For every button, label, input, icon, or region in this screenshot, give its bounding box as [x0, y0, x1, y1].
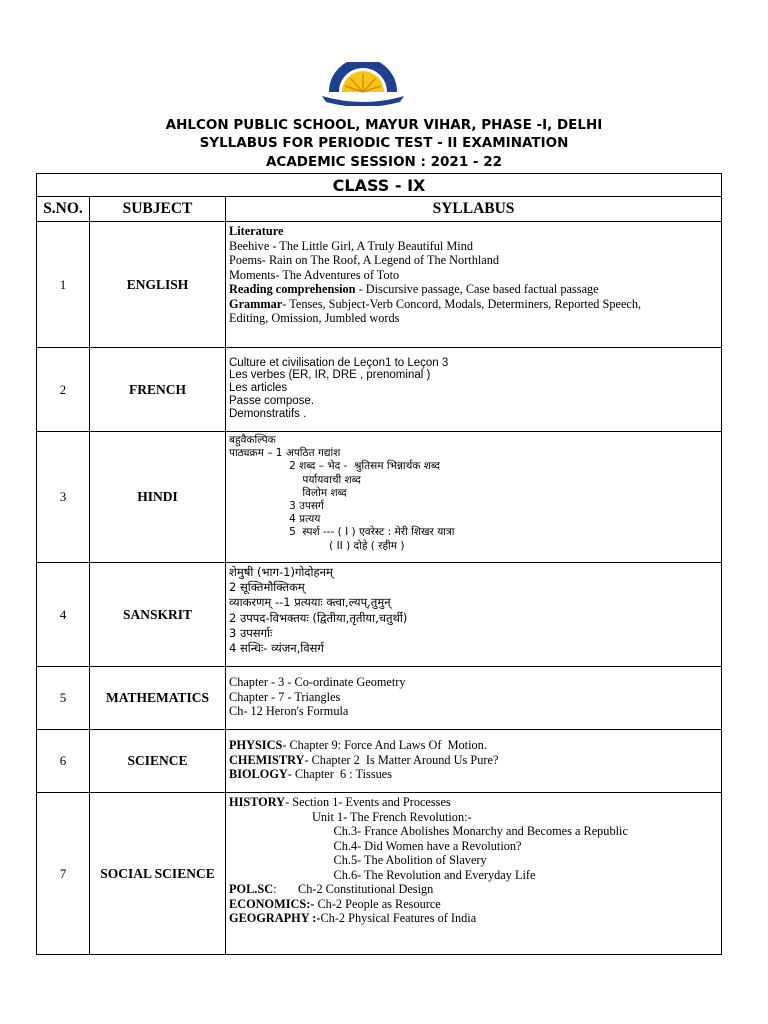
table-row	[37, 563, 722, 667]
syllabus-line	[229, 882, 717, 897]
syllabus-line-text: - Section 1- Events and Processes	[285, 795, 451, 809]
syllabus-line	[229, 311, 717, 326]
syllabus-line-text: Chapter - 3 - Co-ordinate Geometry	[229, 675, 406, 690]
subject-name: FRENCH	[90, 348, 226, 432]
subject-name: MATHEMATICS	[90, 667, 226, 730]
syllabus-line	[229, 853, 717, 868]
header-row	[37, 197, 722, 222]
syllabus-line-text: Ch.3- France Abolishes Monarchy and Becomes a Republic	[229, 824, 628, 838]
row-number: 7	[37, 793, 90, 955]
syllabus-line	[229, 268, 717, 283]
syllabus-cell	[226, 730, 722, 793]
table-row	[37, 667, 722, 730]
syllabus-line	[229, 487, 717, 500]
syllabus-line-text: Ch.4- Did Women have a Revolution?	[229, 838, 522, 853]
syllabus-line-text: Unit 1- The French Revolution:-	[229, 809, 472, 824]
syllabus-line-text: 4 सन्धिः- व्यंजन,विसर्ग	[229, 641, 324, 656]
row-number: 1	[37, 222, 90, 348]
syllabus-cell	[226, 432, 722, 563]
syllabus-line-text: Culture et civilisation de Leçon1 to Leçon 3	[229, 356, 449, 369]
syllabus-line-text: - Chapter 6 : Tissues	[287, 767, 392, 782]
syllabus-line-text: - Tenses, Subject-Verb Concord, Modals, Determiners, Reported Speech,	[282, 296, 642, 311]
table-row	[37, 222, 722, 348]
syllabus-line	[229, 675, 717, 690]
syllabus-cell	[226, 563, 722, 667]
subject-name: SOCIAL SCIENCE	[90, 793, 226, 955]
syllabus-line	[229, 565, 717, 580]
syllabus-line-text: Ch- 12 Heron's Formula	[229, 704, 349, 719]
school-logo	[320, 62, 406, 106]
syllabus-line	[229, 595, 717, 610]
syllabus-line-text: Les articles	[229, 382, 288, 395]
subject-name: SANSKRIT	[90, 563, 226, 667]
syllabus-line-heading: Reading comprehension	[229, 282, 356, 296]
syllabus-line-text: बहुवैकल्पिक	[229, 434, 276, 446]
syllabus-line	[229, 540, 717, 553]
syllabus-line	[229, 738, 717, 753]
syllabus-line-text: - Chapter 2 Is Matter Around Us Pure?	[304, 752, 499, 767]
syllabus-line	[229, 357, 717, 370]
syllabus-cell	[226, 667, 722, 730]
syllabus-line	[229, 500, 717, 513]
class-title: CLASS - IX	[37, 174, 722, 197]
subject-name: ENGLISH	[90, 222, 226, 348]
syllabus-cell	[226, 348, 722, 432]
row-number: 2	[37, 348, 90, 432]
syllabus-line	[229, 911, 717, 926]
syllabus-line	[229, 795, 717, 810]
syllabus-line-heading: Literature	[229, 224, 284, 238]
syllabus-line	[229, 753, 717, 768]
syllabus-line	[229, 704, 717, 719]
column-header-syllabus: SYLLABUS	[226, 197, 722, 222]
syllabus-line-text: Ch-2 People as Resource	[314, 896, 441, 911]
syllabus-line-text: व्याकरणम् --1 प्रत्ययाः क्त्वा,ल्यप्,तुमुन्	[229, 595, 391, 610]
syllabus-line-text: पाठ्यक्रम – 1 अपठित गद्यांश	[229, 447, 341, 460]
syllabus-line-text: विलोम शब्द	[229, 486, 347, 499]
syllabus-line	[229, 897, 717, 912]
syllabus-line-heading: CHEMISTRY	[229, 752, 305, 767]
syllabus-line-text: 3 उपसर्ग	[229, 500, 324, 513]
subject-name: HINDI	[90, 432, 226, 563]
exam-title: SYLLABUS FOR PERIODIC TEST - II EXAMINATION	[199, 135, 569, 151]
syllabus-line-text: Passe compose.	[229, 394, 315, 407]
row-number: 5	[37, 667, 90, 730]
syllabus-line-text: 3 उपसर्गाः	[229, 625, 273, 640]
table-row	[37, 793, 722, 955]
syllabus-line	[229, 282, 717, 297]
syllabus-line-text: Beehive - The Little Girl, A Truly Beautiful Mind	[229, 238, 473, 253]
syllabus-line	[229, 526, 717, 539]
syllabus-line-heading: ECONOMICS:-	[229, 896, 315, 911]
syllabus-line-text: - Discursive passage, Case based factual passage	[355, 282, 599, 296]
syllabus-line-heading: Grammar	[229, 296, 283, 311]
class-row	[37, 174, 722, 197]
syllabus-line	[229, 395, 717, 408]
syllabus-line	[229, 580, 717, 595]
table-row	[37, 730, 722, 793]
syllabus-line-text: 5 स्पर्श --- ( I ) एवरेस्ट : मेरी शिखर यात्रा	[229, 526, 455, 539]
syllabus-line-text: Poems- Rain on The Roof, A Legend of The Northland	[229, 253, 500, 267]
syllabus-line	[229, 434, 717, 447]
syllabus-line-text: - Chapter 9: Force And Laws Of Motion.	[282, 738, 487, 753]
school-name: AHLCON PUBLIC SCHOOL, MAYUR VIHAR, PHASE -I, DELHI	[165, 117, 603, 133]
subject-name: SCIENCE	[90, 730, 226, 793]
syllabus-line-text: ( II ) दोहे ( रहीम )	[229, 539, 405, 552]
syllabus-line	[229, 382, 717, 395]
table-row	[37, 348, 722, 432]
syllabus-line-heading: GEOGRAPHY :-	[229, 911, 321, 925]
syllabus-line	[229, 611, 717, 626]
syllabus-line-text: Ch.6- The Revolution and Everyday Life	[229, 867, 536, 882]
syllabus-line-text: पर्यायवाची शब्द	[229, 473, 361, 486]
syllabus-line-text: 2 शब्द – भेद - श्रुतिसम भिन्नार्थक शब्द	[229, 460, 440, 473]
syllabus-cell	[226, 793, 722, 955]
row-number: 6	[37, 730, 90, 793]
syllabus-line	[229, 369, 717, 382]
syllabus-line	[229, 408, 717, 421]
syllabus-line	[229, 460, 717, 473]
syllabus-line-text: Demonstratifs .	[229, 407, 307, 420]
syllabus-line-text: 2 सूक्तिमौक्तिकम्	[229, 580, 305, 595]
syllabus-line	[229, 513, 717, 526]
syllabus-line	[229, 810, 717, 825]
syllabus-line-heading: BIOLOGY	[229, 767, 288, 782]
column-header-sno: S.NO.	[37, 197, 90, 222]
syllabus-line-text: Moments- The Adventures of Toto	[229, 267, 400, 282]
syllabus-line	[229, 767, 717, 782]
syllabus-table	[36, 173, 722, 955]
syllabus-line	[229, 447, 717, 460]
syllabus-line	[229, 626, 717, 641]
table-row	[37, 432, 722, 563]
syllabus-line	[229, 474, 717, 487]
syllabus-line-text: 2 उपपद-विभक्तयः (द्वितीया,तृतीया,चतुर्थी)	[229, 610, 408, 625]
syllabus-line	[229, 224, 717, 239]
row-number: 4	[37, 563, 90, 667]
syllabus-line-text: शेमुषी (भाग-1)गोदोहनम्	[229, 565, 333, 579]
syllabus-line-heading: POL.SC	[229, 882, 274, 896]
row-number: 3	[37, 432, 90, 563]
syllabus-line-text: Chapter - 7 - Triangles	[229, 689, 341, 704]
syllabus-line	[229, 824, 717, 839]
syllabus-line-text: : Ch-2 Constitutional Design	[273, 882, 434, 896]
syllabus-cell	[226, 222, 722, 348]
syllabus-line-text: Editing, Omission, Jumbled words	[229, 311, 400, 325]
syllabus-line	[229, 641, 717, 656]
syllabus-line	[229, 253, 717, 268]
syllabus-line	[229, 839, 717, 854]
syllabus-line	[229, 690, 717, 705]
academic-session: ACADEMIC SESSION : 2021 - 22	[265, 154, 503, 170]
syllabus-line-text: 4 प्रत्यय	[229, 513, 321, 526]
syllabus-line-text: Les verbes (ER, IR, DRE , prenominal )	[229, 369, 431, 382]
syllabus-line-heading: HISTORY	[229, 795, 286, 809]
column-header-subject: SUBJECT	[90, 197, 226, 222]
syllabus-line	[229, 239, 717, 254]
syllabus-line-text: Ch.5- The Abolition of Slavery	[229, 853, 487, 867]
syllabus-line-heading: PHYSICS	[229, 738, 283, 753]
syllabus-line	[229, 297, 717, 312]
syllabus-line-text: Ch-2 Physical Features of India	[320, 911, 477, 925]
syllabus-line	[229, 868, 717, 883]
